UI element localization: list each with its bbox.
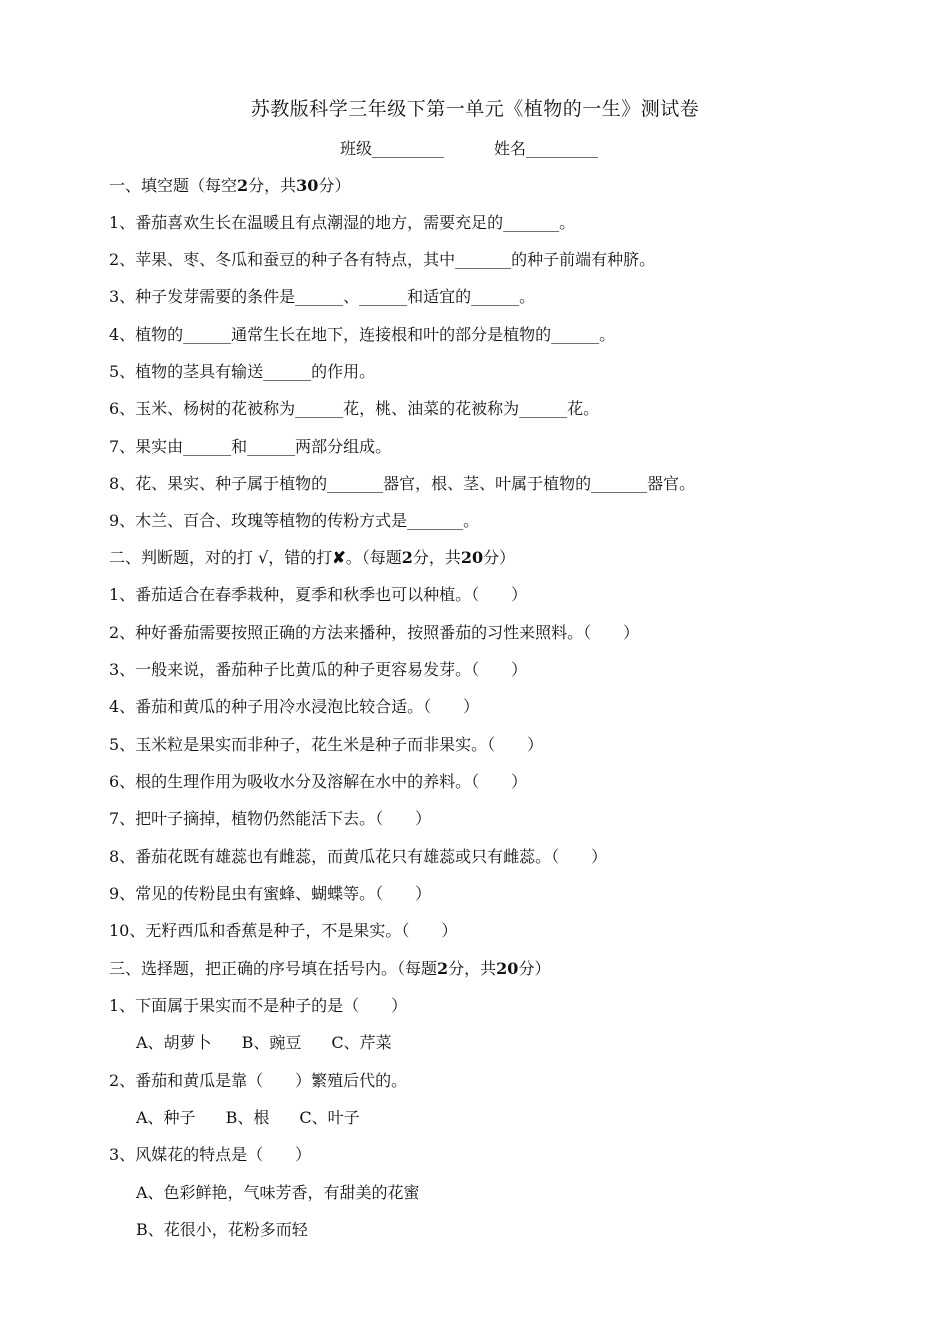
judge-question-4: 4、番茄和黄瓜的种子用冷水浸泡比较合适。（ ） xyxy=(109,697,480,716)
option-a: A、种子 xyxy=(136,1108,196,1127)
judge-question-3: 3、一般来说，番茄种子比黄瓜的种子更容易发芽。（ ） xyxy=(109,660,528,679)
choice-question-1: 1、下面属于果实而不是种子的是（ ） xyxy=(109,996,408,1015)
fill-question-1: 1、番茄喜欢生长在温暖且有点潮湿的地方，需要充足的_______。 xyxy=(109,213,576,232)
choice-question-3: 3、风媒花的特点是（ ） xyxy=(109,1145,312,1164)
option-c: C、芹菜 xyxy=(331,1033,392,1052)
name-field[interactable]: 姓名_________ xyxy=(494,139,599,158)
section3-heading: 三、选择题，把正确的序号填在括号内。（每题2分，共20分） xyxy=(109,959,551,978)
choice-question-1-options xyxy=(136,1030,392,1056)
judge-question-10: 10、无籽西瓜和香蕉是种子，不是果实。（ ） xyxy=(109,921,458,940)
fill-question-8: 8、花、果实、种子属于植物的_______器官，根、茎、叶属于植物的_______器官。 xyxy=(109,474,696,493)
fill-question-2: 2、苹果、枣、冬瓜和蚕豆的种子各有特点，其中_______的种子前端有种脐。 xyxy=(109,250,656,269)
section1-heading: 一、填空题（每空2分，共30分） xyxy=(109,176,351,195)
choice-question-3-option-b: B、花很小，花粉多而轻 xyxy=(136,1220,308,1239)
fill-question-4: 4、植物的______通常生长在地下，连接根和叶的部分是植物的______。 xyxy=(109,325,616,344)
page-title: 苏教版科学三年级下第一单元《植物的一生》测试卷 xyxy=(250,98,700,120)
judge-question-2: 2、种好番茄需要按照正确的方法来播种，按照番茄的习性来照料。（ ） xyxy=(109,623,640,642)
judge-question-6: 6、根的生理作用为吸收水分及溶解在水中的养料。（ ） xyxy=(109,772,528,791)
judge-question-7: 7、把叶子摘掉，植物仍然能活下去。（ ） xyxy=(109,809,432,828)
choice-question-3-option-a: A、色彩鲜艳，气味芳香，有甜美的花蜜 xyxy=(136,1183,420,1202)
fill-question-6: 6、玉米、杨树的花被称为______花，桃、油菜的花被称为______花。 xyxy=(109,399,600,418)
student-info-row xyxy=(340,136,598,162)
class-field[interactable]: 班级_________ xyxy=(340,139,445,158)
cross-icon: ✘ xyxy=(332,548,346,567)
fill-question-7: 7、果实由______和______两部分组成。 xyxy=(109,437,392,456)
choice-question-2-options xyxy=(136,1105,360,1131)
judge-question-8: 8、番茄花既有雄蕊也有雌蕊，而黄瓜花只有雄蕊或只有雌蕊。（ ） xyxy=(109,847,608,866)
option-a: A、胡萝卜 xyxy=(136,1033,212,1052)
fill-question-5: 5、植物的茎具有输送______的作用。 xyxy=(109,362,376,381)
option-b: B、豌豆 xyxy=(241,1033,302,1052)
option-b: B、根 xyxy=(225,1108,270,1127)
section2-heading: 二、判断题，对的打 √，错的打✘。（每题2分，共20分） xyxy=(109,548,516,567)
judge-question-1: 1、番茄适合在春季栽种，夏季和秋季也可以种植。（ ） xyxy=(109,585,528,604)
fill-question-9: 9、木兰、百合、玫瑰等植物的传粉方式是_______。 xyxy=(109,511,480,530)
option-c: C、叶子 xyxy=(299,1108,360,1127)
fill-question-3: 3、种子发芽需要的条件是______、______和适宜的______。 xyxy=(109,287,536,306)
choice-question-2: 2、番茄和黄瓜是靠（ ）繁殖后代的。 xyxy=(109,1071,408,1090)
judge-question-9: 9、常见的传粉昆虫有蜜蜂、蝴蝶等。（ ） xyxy=(109,884,432,903)
judge-question-5: 5、玉米粒是果实而非种子，花生米是种子而非果实。（ ） xyxy=(109,735,544,754)
